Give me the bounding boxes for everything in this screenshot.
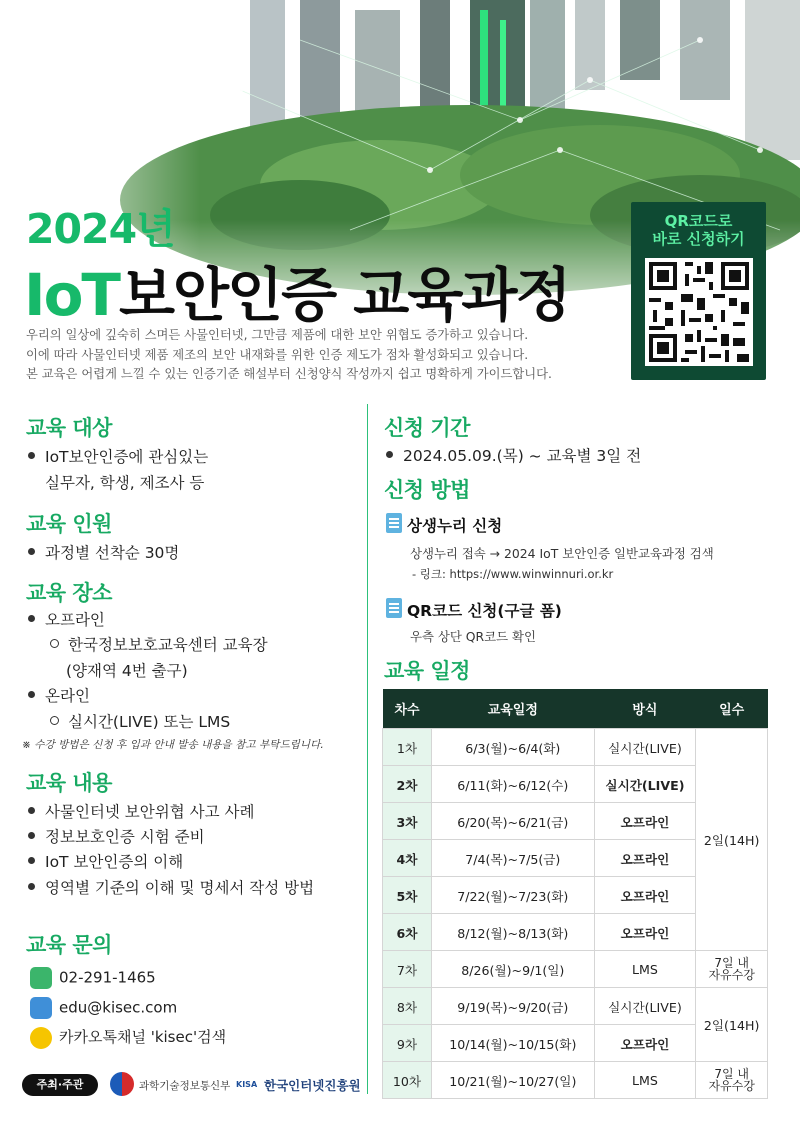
cell-round: 8차 xyxy=(383,988,432,1025)
cell-date: 8/12(월)~8/13(화) xyxy=(432,914,595,951)
method1-desc: 상생누리 접속 → 2024 IoT 보안인증 일반교육과정 검색 xyxy=(410,546,714,561)
days-line: 자유수강 xyxy=(708,968,755,982)
email-icon xyxy=(30,997,52,1019)
section-title-target: 교육 대상 xyxy=(26,416,112,440)
kakao-channel-text[interactable]: 카카오톡채널 'kisec'검색 xyxy=(59,1028,227,1046)
bullet-icon xyxy=(28,857,35,864)
cell-days: 2일(14H) xyxy=(696,988,768,1062)
cell-date: 8/26(월)~9/1(일) xyxy=(432,951,595,988)
cell-mode: 오프라인 xyxy=(594,914,696,951)
section-title-period: 신청 기간 xyxy=(384,416,470,440)
content-item xyxy=(28,825,205,847)
cell-round: 4차 xyxy=(383,840,432,877)
kakao-channel-icon xyxy=(30,1027,52,1049)
content-text: 정보보호인증 시험 준비 xyxy=(45,828,205,846)
place-online-detail xyxy=(50,710,230,732)
cell-mode: 실시간(LIVE) xyxy=(594,988,696,1025)
cell-mode: 실시간(LIVE) xyxy=(594,729,696,766)
cell-mode: LMS xyxy=(594,951,696,988)
cell-mode: 실시간(LIVE) xyxy=(594,766,696,803)
page-title xyxy=(24,248,569,332)
phone-contact[interactable] xyxy=(30,967,156,989)
cell-round: 1차 xyxy=(383,729,432,766)
cell-days xyxy=(696,1062,768,1099)
table-row xyxy=(383,729,768,766)
cell-date: 6/11(화)~6/12(수) xyxy=(432,766,595,803)
capacity-text: 과정별 선착순 30명 xyxy=(45,544,180,562)
section-title-inquiry: 교육 문의 xyxy=(26,933,112,957)
schedule-table xyxy=(382,689,768,1099)
document-icon xyxy=(386,598,402,618)
target-line1: IoT보안인증에 관심있는 xyxy=(45,448,209,466)
content-item xyxy=(28,850,183,872)
kisa-name: 한국인터넷진흥원 xyxy=(264,1078,361,1093)
qr-label-line1: QR코드로 xyxy=(664,212,733,230)
phone-number[interactable]: 02-291-1465 xyxy=(59,968,156,987)
col-header: 교육일정 xyxy=(432,689,595,729)
capacity-item xyxy=(28,541,179,563)
email-contact[interactable] xyxy=(30,997,177,1019)
cell-mode: 오프라인 xyxy=(594,1025,696,1062)
method2-title: QR코드 신청(구글 폼) xyxy=(407,602,562,620)
intro-line: 우리의 일상에 깊숙히 스며든 사물인터넷, 그만큼 제품에 대한 보안 위협도 증가하고 있습니다. xyxy=(26,328,529,342)
bullet-icon xyxy=(28,691,35,698)
cell-round: 6차 xyxy=(383,914,432,951)
ministry-name: 과학기술정보통신부 xyxy=(139,1080,231,1092)
year-heading: 2024년 xyxy=(26,205,175,253)
bullet-icon xyxy=(28,832,35,839)
sub-bullet-icon xyxy=(50,716,59,725)
column-divider xyxy=(367,404,368,1094)
kakao-contact[interactable] xyxy=(30,1026,226,1049)
cell-mode: 오프라인 xyxy=(594,840,696,877)
qr-code-icon[interactable] xyxy=(645,258,753,366)
intro-text xyxy=(26,326,626,385)
cell-round: 5차 xyxy=(383,877,432,914)
host-badge: 주최·주관 xyxy=(22,1074,98,1096)
days-line: 7일 내 xyxy=(714,1067,749,1081)
kisa-mark: KISA xyxy=(236,1080,258,1089)
col-header: 방식 xyxy=(594,689,696,729)
col-header: 일수 xyxy=(696,689,768,729)
section-title-schedule: 교육 일정 xyxy=(384,659,470,683)
bullet-icon xyxy=(28,615,35,622)
intro-line: 이에 따라 사물인터넷 제품 제조의 보안 내재화를 위한 인증 제도가 점차 활성화되고 있습니다. xyxy=(26,347,529,362)
method2-desc: 우측 상단 QR코드 확인 xyxy=(410,629,536,644)
cell-date: 10/21(월)~10/27(일) xyxy=(432,1062,595,1099)
cell-mode: LMS xyxy=(594,1062,696,1099)
target-item xyxy=(28,445,208,467)
place-offline xyxy=(28,608,105,630)
table-row xyxy=(383,988,768,1025)
table-row xyxy=(383,1062,768,1099)
bullet-icon xyxy=(28,452,35,459)
bullet-icon xyxy=(28,548,35,555)
title-rest: 보안인증 교육과정 xyxy=(119,261,570,329)
cell-round: 9차 xyxy=(383,1025,432,1062)
cell-round: 2차 xyxy=(383,766,432,803)
offline-label: 오프라인 xyxy=(45,611,105,629)
bullet-icon xyxy=(28,883,35,890)
qr-signup-box[interactable] xyxy=(631,202,766,380)
section-title-capacity: 교육 인원 xyxy=(26,512,112,536)
online-label: 온라인 xyxy=(45,687,90,705)
section-title-method: 신청 방법 xyxy=(384,478,470,502)
cell-mode: 오프라인 xyxy=(594,877,696,914)
cell-date: 7/4(목)~7/5(금) xyxy=(432,840,595,877)
section-title-content: 교육 내용 xyxy=(26,771,112,795)
content-text: 사물인터넷 보안위협 사고 사례 xyxy=(45,803,255,821)
method1-link[interactable]: - 링크: https://www.winwinnuri.or.kr xyxy=(412,567,614,581)
bullet-icon xyxy=(28,807,35,814)
intro-line: 본 교육은 어렵게 느낄 수 있는 인증기준 해설부터 신청양식 작성까지 쉽고 명확하게 가이드합니다. xyxy=(26,367,552,381)
cell-days: 2일(14H) xyxy=(696,729,768,951)
cell-mode: 오프라인 xyxy=(594,803,696,840)
content-item xyxy=(28,876,314,898)
cell-round: 3차 xyxy=(383,803,432,840)
place-online xyxy=(28,684,90,706)
attendance-note: ※ 수강 방법은 신청 후 입과 안내 발송 내용을 참고 부탁드립니다. xyxy=(22,739,324,751)
phone-icon xyxy=(30,967,52,989)
days-line: 7일 내 xyxy=(714,956,749,970)
cell-date: 6/3(월)~6/4(화) xyxy=(432,729,595,766)
place-offline-detail xyxy=(50,633,268,655)
cell-round: 7차 xyxy=(383,951,432,988)
qr-label xyxy=(631,212,766,248)
period-item xyxy=(386,444,641,466)
offline-place-exit: (양재역 4번 출구) xyxy=(66,662,188,680)
cell-date: 7/22(월)~7/23(화) xyxy=(432,877,595,914)
online-place: 실시간(LIVE) 또는 LMS xyxy=(68,713,231,731)
table-row xyxy=(383,951,768,988)
method1-title: 상생누리 신청 xyxy=(407,517,503,535)
cell-date: 6/20(목)~6/21(금) xyxy=(432,803,595,840)
cell-round: 10차 xyxy=(383,1062,432,1099)
title-iot: IoT xyxy=(24,261,119,329)
content-text: 영역별 기준의 이해 및 명세서 작성 방법 xyxy=(45,879,315,897)
bullet-icon xyxy=(386,451,393,458)
offline-place: 한국정보보호교육센터 교육장 xyxy=(68,636,268,654)
cell-days xyxy=(696,951,768,988)
ministry-logo-icon xyxy=(110,1072,134,1096)
days-line: 자유수강 xyxy=(708,1079,755,1093)
content-text: IoT 보안인증의 이해 xyxy=(45,853,184,871)
section-title-place: 교육 장소 xyxy=(26,581,112,605)
cell-date: 9/19(목)~9/20(금) xyxy=(432,988,595,1025)
email-address[interactable]: edu@kisec.com xyxy=(59,998,178,1017)
cell-date: 10/14(월)~10/15(화) xyxy=(432,1025,595,1062)
target-line2: 실무자, 학생, 제조사 등 xyxy=(45,474,205,492)
content-item xyxy=(28,800,254,822)
sub-bullet-icon xyxy=(50,639,59,648)
col-header: 차수 xyxy=(383,689,432,729)
table-header-row xyxy=(383,689,768,729)
qr-label-line2: 바로 신청하기 xyxy=(652,230,745,248)
document-icon xyxy=(386,513,402,533)
period-text: 2024.05.09.(목) ~ 교육별 3일 전 xyxy=(403,447,642,465)
